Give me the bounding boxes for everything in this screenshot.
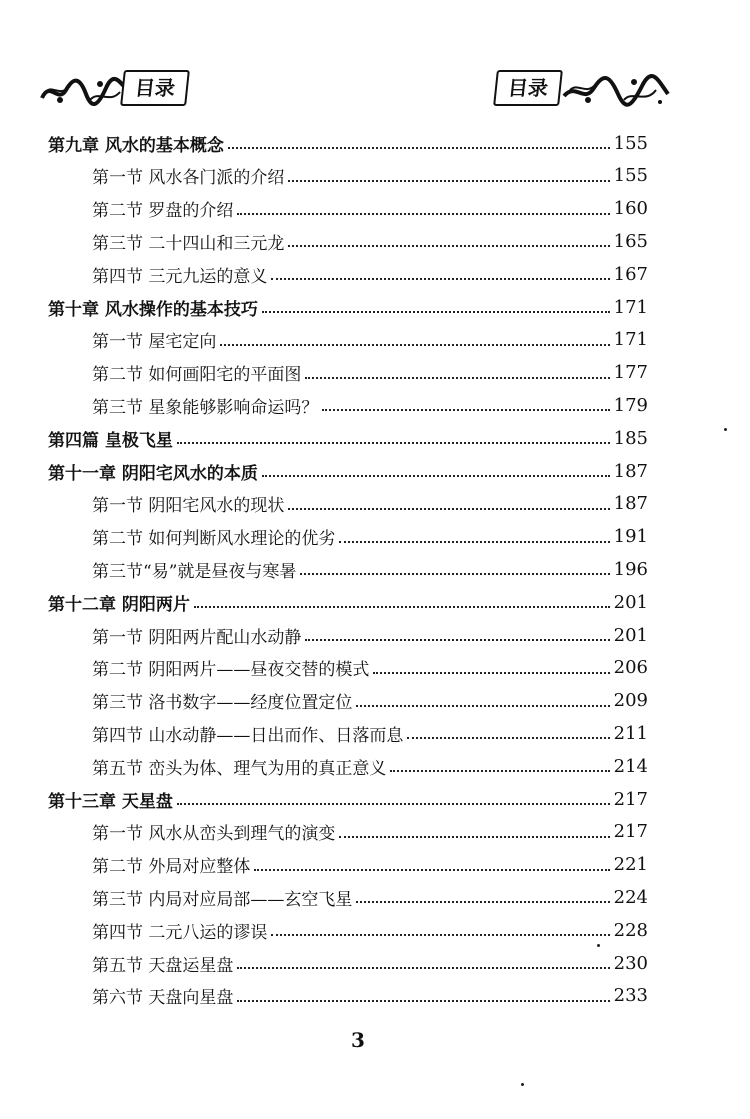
toc-section-entry: [92, 751, 648, 781]
toc-entry-title: 第六节 天盘向星盘: [92, 988, 234, 1009]
toc-entry-page: 167: [613, 263, 648, 285]
page-number: 3: [351, 1028, 365, 1052]
toc-section-entry: [92, 325, 648, 355]
scan-speck: [724, 428, 727, 431]
toc-entry-title: 第十一章 阴阳宅风水的本质: [48, 463, 258, 484]
dot-leader: [271, 272, 609, 280]
toc-section-entry: [92, 194, 648, 224]
toc-section-entry: [92, 259, 648, 289]
toc-chapter-entry: [48, 456, 648, 486]
toc-section-entry: [92, 226, 648, 256]
toc-entry-title: 第五节 峦头为体、理气为用的真正意义: [92, 758, 387, 779]
toc-section-entry: [92, 554, 648, 584]
toc-entry-title: 第十三章 天星盘: [48, 791, 173, 812]
toc-entry-title: 第三节 内局对应局部——玄空飞星: [92, 889, 353, 910]
toc-entry-page: 179: [613, 394, 648, 416]
toc-entry-page: 221: [613, 854, 648, 876]
dot-leader: [300, 567, 609, 575]
toc-entry-title: 第十二章 阴阳两片: [48, 594, 190, 615]
toc-entry-page: 217: [613, 788, 648, 810]
toc-section-entry: [92, 718, 648, 748]
toc-entry-title: 第十章 风水操作的基本技巧: [48, 299, 258, 320]
toc-entry-page: 196: [613, 558, 648, 580]
toc-section-entry: [92, 620, 648, 650]
dot-leader: [305, 371, 609, 379]
toc-section-entry: [92, 522, 648, 552]
page-header: [0, 60, 750, 120]
dot-leader: [220, 338, 609, 346]
toc-chapter-entry: [48, 784, 648, 814]
toc-chapter-entry: [48, 423, 648, 453]
dot-leader: [194, 600, 610, 608]
dot-leader: [237, 994, 609, 1002]
dot-leader: [177, 436, 610, 444]
toc-entry-title: 第一节 风水各门派的介绍: [92, 168, 285, 189]
dot-leader: [356, 895, 609, 903]
dot-leader: [390, 764, 609, 772]
toc-entry-page: 177: [613, 362, 648, 384]
toc-entry-title: 第二节 外局对应整体: [92, 857, 251, 878]
toc-entry-page: 155: [613, 165, 648, 187]
toc-entry-page: 155: [613, 132, 648, 154]
toc-section-entry: [92, 948, 648, 978]
dot-leader: [305, 633, 609, 641]
dot-leader: [339, 535, 609, 543]
toc-entry-title: 第二节 阴阳两片——昼夜交替的模式: [92, 660, 370, 681]
toc-entry-title: 第一节 阴阳两片配山水动静: [92, 627, 302, 648]
dot-leader: [373, 666, 609, 674]
toc-entry-title: 第一节 风水从峦头到理气的演变: [92, 824, 336, 845]
toc-section-entry: [92, 390, 648, 420]
toc-chapter-entry: [48, 292, 648, 322]
toc-entry-page: 214: [613, 755, 648, 777]
toc-chapter-entry: [48, 587, 648, 617]
toc-entry-title: 第二节 罗盘的介绍: [92, 201, 234, 222]
dot-leader: [177, 797, 610, 805]
toc-entry-title: 第四篇 皇极飞星: [48, 430, 173, 451]
toc-entry-page: 187: [613, 493, 648, 515]
toc-entry-page: 211: [613, 722, 648, 744]
toc-entry-page: 228: [613, 919, 648, 941]
toc-entry-page: 206: [613, 657, 648, 679]
toc-entry-page: 201: [613, 624, 648, 646]
toc-entry-page: 209: [613, 690, 648, 712]
dot-leader: [262, 469, 610, 477]
dot-leader: [288, 502, 609, 510]
dot-leader: [288, 239, 609, 247]
toc-entry-title: 第二节 如何判断风水理论的优劣: [92, 529, 336, 550]
toc-heading-right: 目录: [493, 70, 563, 106]
toc-entry-title: 第一节 阴阳宅风水的现状: [92, 496, 285, 517]
toc-entry-title: 第九章 风水的基本概念: [48, 135, 224, 156]
toc-entry-page: 187: [613, 460, 648, 482]
toc-entry-page: 217: [613, 821, 648, 843]
toc-section-entry: [92, 915, 648, 945]
toc-entry-page: 201: [613, 591, 648, 613]
toc-entry-page: 171: [613, 296, 648, 318]
toc-section-entry: [92, 358, 648, 388]
toc-heading-left: 目录: [120, 70, 190, 106]
toc-entry-title: 第二节 如何画阳宅的平面图: [92, 365, 302, 386]
ornament-right-icon: [560, 70, 670, 110]
toc-section-entry: [92, 489, 648, 519]
toc-entry-title: 第一节 屋宅定向: [92, 332, 217, 353]
toc-section-entry: [92, 850, 648, 880]
toc-section-entry: [92, 161, 648, 191]
toc-section-entry: [92, 686, 648, 716]
dot-leader: [254, 863, 609, 871]
toc-entry-title: 第四节 二元八运的谬误: [92, 922, 268, 943]
dot-leader: [228, 141, 610, 149]
toc-entry-page: 224: [613, 886, 648, 908]
toc-entry-title: 第五节 天盘运星盘: [92, 955, 234, 976]
toc-section-entry: [92, 882, 648, 912]
dot-leader: [237, 961, 609, 969]
toc-entry-page: 160: [613, 198, 648, 220]
toc-entry-title: 第三节 二十四山和三元龙: [92, 233, 285, 254]
toc-entry-page: 230: [613, 952, 648, 974]
toc-entry-title: 第四节 山水动静——日出而作、日落而息: [92, 725, 404, 746]
toc-entry-page: 191: [613, 526, 648, 548]
toc-entry-title: 第三节 星象能够影响命运吗？: [92, 397, 319, 418]
dot-leader: [262, 305, 610, 313]
toc-section-entry: [92, 817, 648, 847]
dot-leader: [356, 699, 609, 707]
toc-entry-page: 185: [613, 427, 648, 449]
toc-entry-page: 171: [613, 329, 648, 351]
toc-entry-title: 第四节 三元九运的意义: [92, 266, 268, 287]
toc-entry-page: 233: [613, 985, 648, 1007]
dot-leader: [407, 731, 609, 739]
toc-entry-page: 165: [613, 230, 648, 252]
dot-leader: [288, 174, 609, 182]
dot-leader: [271, 928, 609, 936]
toc-section-entry: [92, 981, 648, 1011]
toc-section-entry: [92, 653, 648, 683]
dot-leader: [339, 830, 609, 838]
dot-leader: [237, 207, 609, 215]
scan-speck: [521, 1083, 524, 1086]
toc-entry-title: 第三节 洛书数字——经度位置定位: [92, 693, 353, 714]
toc-chapter-entry: [48, 128, 648, 158]
toc-entry-title: 第三节“易”就是昼夜与寒暑: [92, 561, 297, 582]
dot-leader: [322, 403, 609, 411]
